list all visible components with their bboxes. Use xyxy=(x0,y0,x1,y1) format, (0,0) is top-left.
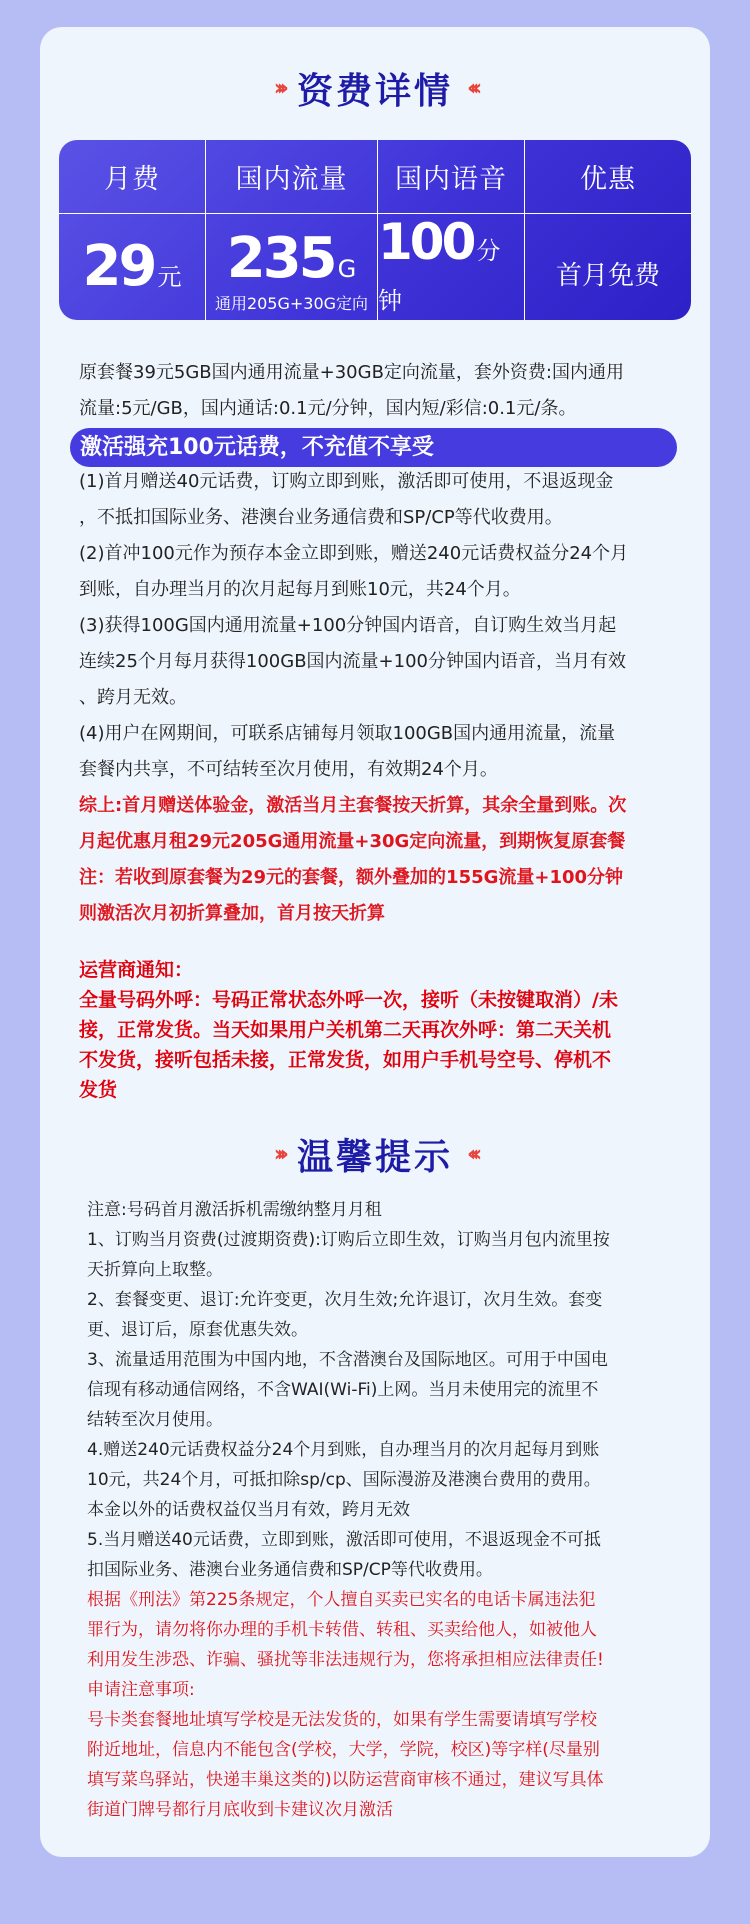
text-line: 月起优惠月租29元205G通用流量+30G定向流量，到期恢复原套餐 xyxy=(79,831,626,852)
data-cell xyxy=(206,214,378,320)
section-title: 资费详情 xyxy=(296,70,453,112)
voice-value: 100 xyxy=(378,213,474,271)
fee-value: 29 xyxy=(82,234,155,299)
text-line: 利用发生涉恐、诈骗、骚扰等非法违规行为，您将承担相应法律责任! xyxy=(87,1650,604,1670)
recharge-banner: 激活强充100元话费，不充值不享受 xyxy=(70,428,677,467)
text-line: 根据《刑法》第225条规定，个人擅自买卖已实名的电话卡属违法犯 xyxy=(87,1590,596,1610)
notice-title: 运营商通知： xyxy=(79,959,194,981)
voice-cell xyxy=(378,214,525,320)
chevron-right-icon: ››› xyxy=(273,76,283,101)
notice-lines xyxy=(79,985,618,1105)
text-line: 注：若收到原套餐为29元的套餐，额外叠加的155G流量+100分钟 xyxy=(79,867,624,888)
text-line: (1)首月赠送40元话费，订购立即到账，激活即可使用，不退返现金 xyxy=(79,471,614,492)
terms-list xyxy=(79,464,628,788)
text-line: ，不抵扣国际业务、港澳台业务通信费和SP/CP等代收费用。 xyxy=(79,507,563,528)
text-line: 流量:5元/GB，国内通话:0.1元/分钟，国内短/彩信:0.1元/条。 xyxy=(79,398,577,419)
tips-lines xyxy=(87,1195,610,1585)
carrier-notice xyxy=(79,955,618,1105)
header-domestic-data: 国内流量 xyxy=(206,140,378,214)
text-line: (3)获得100G国内通用流量+100分钟国内语音，自订购生效当月起 xyxy=(79,615,617,636)
text-line: 连续25个月每月获得100GB国内流量+100分钟国内语音，当月有效 xyxy=(79,651,626,672)
fee-unit: 元 xyxy=(157,263,182,291)
warning-lines xyxy=(87,1585,610,1825)
section-title: 温馨提示 xyxy=(296,1136,453,1178)
promo-value: 首月免费 xyxy=(555,260,660,291)
text-line: 、跨月无效。 xyxy=(79,687,187,708)
text-line: 5.当月赠送40元话费，立即到账，激活即可使用，不退返现金不可抵 xyxy=(87,1530,601,1550)
text-line: 扣国际业务、港澳台业务通信费和SP/CP等代收费用。 xyxy=(87,1560,493,1580)
promo-cell xyxy=(525,214,691,320)
text-line: 注意:号码首月激活拆机需缴纳整月月租 xyxy=(87,1200,382,1220)
data-unit: G xyxy=(337,254,357,283)
tips-text xyxy=(87,1195,610,1825)
text-line: 本金以外的话费权益仅当月有效，跨月无效 xyxy=(87,1500,410,1520)
text-line: 到账，自办理当月的次月起每月到账10元，共24个月。 xyxy=(79,579,521,600)
intro-text xyxy=(79,355,624,427)
voice-unit: 分钟 xyxy=(378,237,501,315)
text-line: 填写菜鸟驿站，快递丰巢这类的)以防运营商审核不通过，建议写具体 xyxy=(87,1770,604,1790)
text-line: 罪行为，请勿将你办理的手机卡转借、转租、买卖给他人，如被他人 xyxy=(87,1620,597,1640)
text-line: 号卡类套餐地址填写学校是无法发货的，如果有学生需要请填写学校 xyxy=(87,1710,597,1730)
chevron-left-icon: ‹‹‹ xyxy=(467,1142,477,1167)
header-promo: 优惠 xyxy=(525,140,691,214)
text-line: 附近地址，信息内不能包含(学校，大学，学院，校区)等字样(尽量别 xyxy=(87,1740,600,1760)
chevron-right-icon: ››› xyxy=(273,1142,283,1167)
text-line: (4)用户在网期间，可联系店铺每月领取100GB国内通用流量，流量 xyxy=(79,723,616,744)
tariff-card xyxy=(40,27,710,1857)
text-line: 发货 xyxy=(79,1079,118,1101)
text-line: 3、流量适用范围为中国内地，不含潜澳台及国际地区。可用于中国电 xyxy=(87,1350,608,1370)
text-line: 申请注意事项: xyxy=(87,1680,195,1700)
text-line: 街道门牌号都行月底收到卡建议次月激活 xyxy=(87,1800,393,1820)
tips-heading xyxy=(40,1129,710,1180)
fee-cell xyxy=(59,214,206,320)
plan-table xyxy=(59,140,691,320)
data-value: 235 xyxy=(226,225,335,291)
text-line: 更、退订后，原套优惠失效。 xyxy=(87,1320,308,1340)
chevron-left-icon: ‹‹‹ xyxy=(467,76,477,101)
summary-text xyxy=(79,788,626,932)
text-line: 则激活次月初折算叠加，首月按天折算 xyxy=(79,903,385,924)
header-monthly-fee: 月费 xyxy=(59,140,206,214)
text-line: 接，正常发货。当天如果用户关机第二天再次外呼：第二天关机 xyxy=(79,1019,612,1041)
text-line: 套餐内共享，不可结转至次月使用，有效期24个月。 xyxy=(79,759,498,780)
header-domestic-voice: 国内语音 xyxy=(378,140,525,214)
text-line: 2、套餐变更、退订:允许变更，次月生效;允许退订，次月生效。套变 xyxy=(87,1290,603,1310)
tariff-details-heading xyxy=(40,63,710,114)
text-line: 信现有移动通信网络，不含WAI(Wi-Fi)上网。当月未使用完的流里不 xyxy=(87,1380,599,1400)
text-line: (2)首冲100元作为预存本金立即到账，赠送240元话费权益分24个月 xyxy=(79,543,629,564)
text-line: 不发货，接听包括未接，正常发货，如用户手机号空号、停机不 xyxy=(79,1049,612,1071)
text-line: 10元，共24个月，可抵扣除sp/cp、国际漫游及港澳台费用的费用。 xyxy=(87,1470,601,1490)
text-line: 4.赠送240元话费权益分24个月到账，自办理当月的次月起每月到账 xyxy=(87,1440,600,1460)
text-line: 天折算向上取整。 xyxy=(87,1260,223,1280)
text-line: 全量号码外呼：号码正常状态外呼一次，接听（未按键取消）/未 xyxy=(79,989,618,1011)
text-line: 结转至次月使用。 xyxy=(87,1410,223,1430)
text-line: 综上:首月赠送体验金，激活当月主套餐按天折算，其余全量到账。次 xyxy=(79,795,627,816)
text-line: 原套餐39元5GB国内通用流量+30GB定向流量，套外资费:国内通用 xyxy=(79,362,624,383)
data-note: 通用205G+30G定向 xyxy=(214,293,369,313)
text-line: 1、订购当月资费(过渡期资费):订购后立即生效，订购当月包内流里按 xyxy=(87,1230,610,1250)
